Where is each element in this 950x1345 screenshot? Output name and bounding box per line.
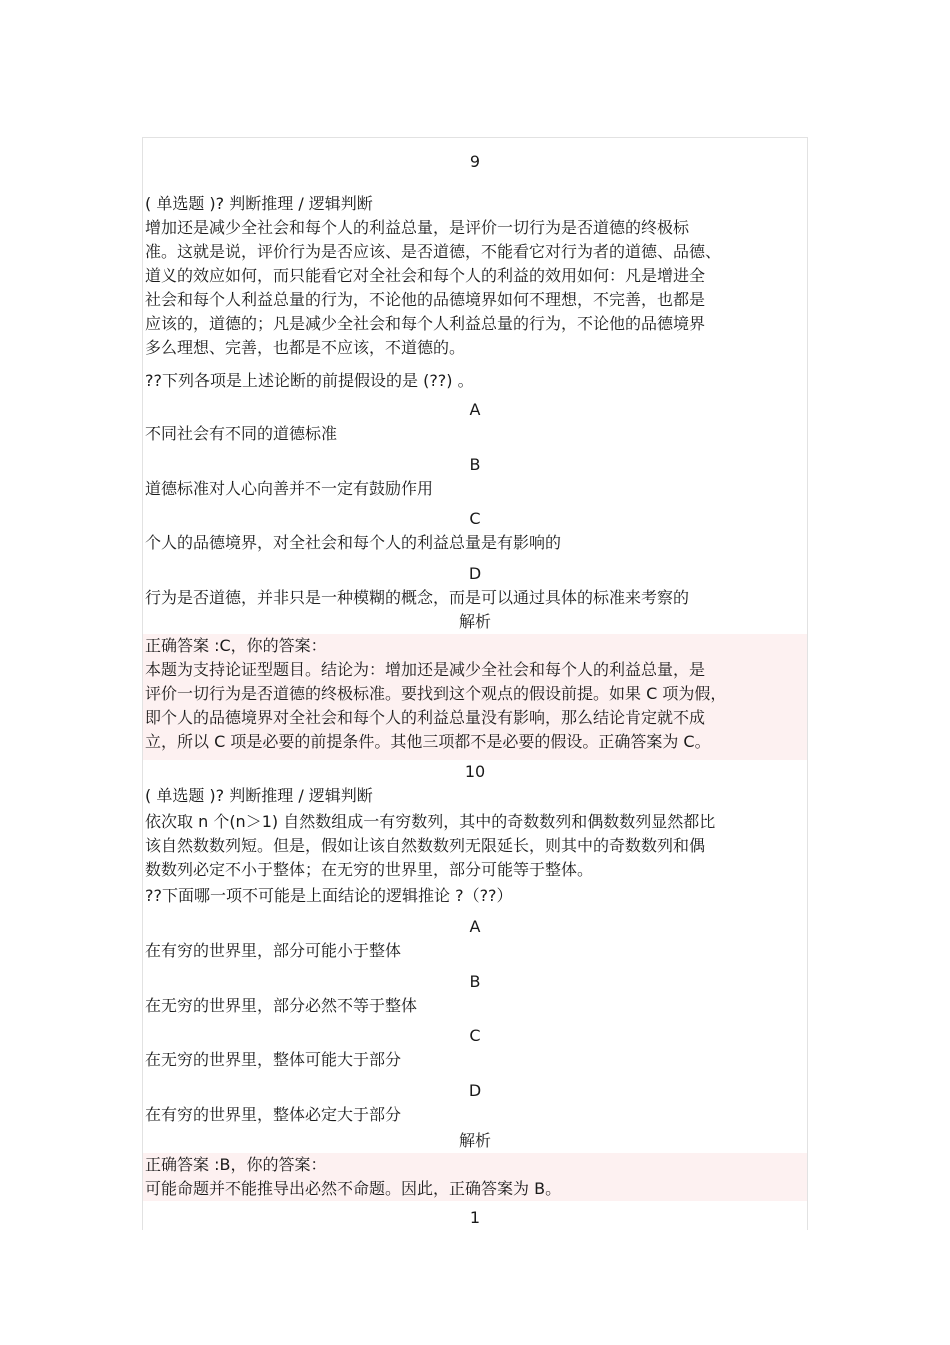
analysis-panel	[143, 634, 807, 760]
option-letter-b[interactable]: B	[469, 455, 481, 474]
option-text-d[interactable]: 在有穷的世界里，整体必定大于部分	[145, 1105, 402, 1124]
stem-line: 社会和每个人利益总量的行为，不论他的品德境界如何不理想，不完善，也都是	[145, 290, 706, 309]
explanation-line: 可能命题并不能推导出必然不命题。因此，正确答案为 B。	[145, 1179, 562, 1198]
explanation-line: 即个人的品德境界对全社会和每个人的利益总量没有影响，那么结论肯定就不成	[145, 708, 706, 727]
analysis-label[interactable]: 解析	[458, 612, 491, 631]
option-letter-b[interactable]: B	[469, 972, 481, 991]
stem-line: 增加还是减少全社会和每个人的利益总量，是评价一切行为是否道德的终极标	[145, 218, 690, 237]
question-stem	[143, 810, 809, 882]
stem-line: 应该的，道德的；凡是减少全社会和每个人利益总量的行为，不论他的品德境界	[145, 314, 706, 333]
option-letter-d[interactable]: D	[468, 1081, 482, 1100]
question-stem	[143, 216, 809, 360]
correct-answer: 正确答案 :B，你的答案：	[145, 1155, 327, 1174]
explanation-line: 立，所以 C 项是必要的前提条件。其他三项都不是必要的假设。正确答案为 C。	[145, 732, 711, 751]
correct-answer: 正确答案 :C，你的答案：	[145, 636, 327, 655]
explanation-line: 本题为支持论证型题目。结论为：增加还是减少全社会和每个人的利益总量，是	[145, 660, 706, 679]
question-prompt: ??下面哪一项不可能是上面结论的逻辑推论 ?（??）	[145, 886, 513, 905]
page-number: 1	[469, 1208, 481, 1227]
question-type: ( 单选题 )? 判断推理 / 逻辑判断	[145, 194, 373, 213]
analysis-label[interactable]: 解析	[458, 1131, 491, 1150]
option-text-a[interactable]: 不同社会有不同的道德标准	[145, 424, 338, 443]
option-text-d[interactable]: 行为是否道德，并非只是一种模糊的概念，而是可以通过具体的标准来考察的	[145, 588, 690, 607]
option-letter-c[interactable]: C	[469, 509, 481, 528]
option-letter-d[interactable]: D	[468, 564, 482, 583]
option-text-a[interactable]: 在有穷的世界里，部分可能小于整体	[145, 941, 402, 960]
stem-line: 该自然数数列短。但是，假如让该自然数数列无限延长，则其中的奇数数列和偶	[145, 836, 706, 855]
option-letter-a[interactable]: A	[469, 917, 481, 936]
question-number: 9	[469, 152, 481, 171]
question-type: ( 单选题 )? 判断推理 / 逻辑判断	[145, 786, 373, 805]
explanation-line: 评价一切行为是否道德的终极标准。要找到这个观点的假设前提。如果 C 项为假，	[145, 684, 727, 703]
stem-line: 依次取 n 个(n＞1) 自然数组成一有穷数列，其中的奇数数列和偶数数列显然都比	[145, 812, 716, 831]
option-letter-a[interactable]: A	[469, 400, 481, 419]
stem-line: 道义的效应如何，而只能看它对全社会和每个人的利益的效用如何：凡是增进全	[145, 266, 706, 285]
analysis-panel	[143, 1153, 807, 1201]
option-text-b[interactable]: 在无穷的世界里，部分必然不等于整体	[145, 996, 418, 1015]
option-text-b[interactable]: 道德标准对人心向善并不一定有鼓励作用	[145, 479, 434, 498]
stem-line: 多么理想、完善，也都是不应该，不道德的。	[145, 338, 466, 357]
question-prompt: ??下列各项是上述论断的前提假设的是 (??) 。	[145, 371, 474, 390]
option-letter-c[interactable]: C	[469, 1026, 481, 1045]
option-text-c[interactable]: 个人的品德境界，对全社会和每个人的利益总量是有影响的	[145, 533, 562, 552]
option-text-c[interactable]: 在无穷的世界里，整体可能大于部分	[145, 1050, 402, 1069]
stem-line: 准。这就是说，评价行为是否应该、是否道德，不能看它对行为者的道德、品德、	[145, 242, 722, 261]
question-number: 10	[464, 762, 486, 781]
stem-line: 数数列必定不小于整体；在无穷的世界里，部分可能等于整体。	[145, 860, 594, 879]
document-page	[142, 137, 808, 1230]
